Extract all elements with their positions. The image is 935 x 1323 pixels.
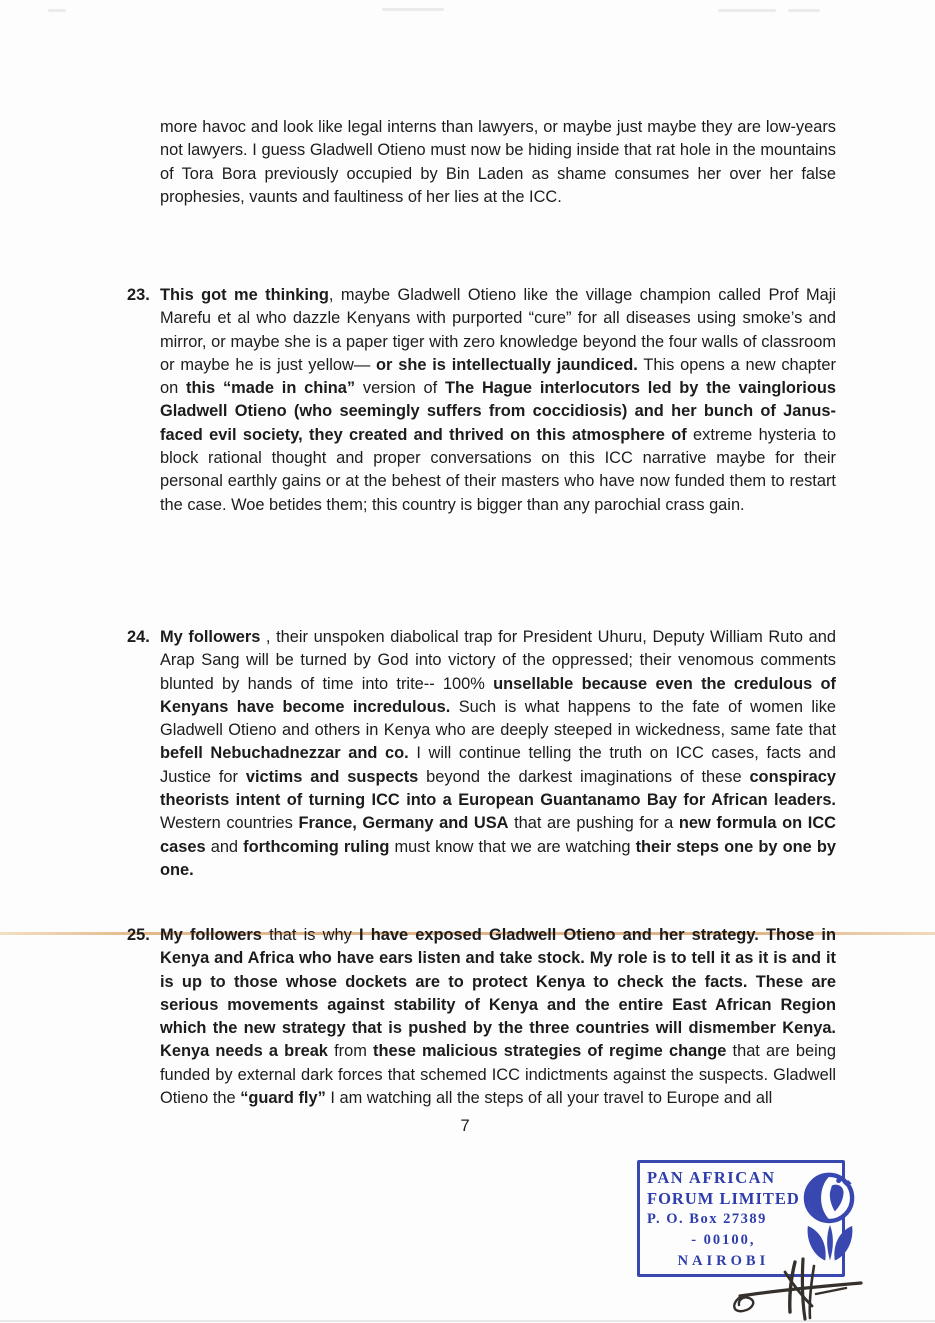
- signature: [728, 1256, 873, 1322]
- paragraph-25: [127, 924, 836, 1110]
- paragraph-number: 23.: [127, 286, 150, 304]
- paragraph-24: [127, 626, 836, 882]
- scan-smudge: [788, 9, 820, 12]
- paragraph-number: 24.: [127, 628, 150, 646]
- stamp-line-postcode: - 00100,: [691, 1232, 756, 1248]
- scan-smudge: [382, 8, 444, 11]
- stamp-line-city: NAIROBI: [677, 1253, 770, 1269]
- page-number: 7: [460, 1117, 470, 1135]
- stamp-line-org-1: PAN AFRICAN: [647, 1168, 776, 1187]
- scan-smudge: [718, 9, 776, 12]
- paragraph-text: This got me thinking, maybe Gladwell Otieno like the village champion called Prof Maji Marefu et al who dazzle Kenyans with purported “cure” for all diseases using smoke’s and mirror, or maybe she is a paper tiger with zero knowledge beyond the four walls of classroom or maybe he is just yellow— or she is intellectually jaundiced. This opens a new chapter on this “made in china” version of The Hague interlocutors led by the vainglorious Gladwell Otieno (who seemingly suffers from coccidiosis) and her bunch of Janus-faced evil society, they created and thrived on this atmosphere of extreme hysteria to block rational thought and proper conversations on this ICC narrative maybe for their personal earthly gains or at the behest of their masters who have now funded them to restart the case. Woe betides them; this country is bigger than any parochial crass gain.: [160, 286, 837, 514]
- paragraph-number: 25.: [127, 926, 150, 944]
- paragraph-text: My followers that is why I have exposed Gladwell Otieno and her strategy. Those in Kenya and Africa who have ears listen and take stock. My role is to tell it as it is and it is up to those whose dockets are to protect Kenya to check the facts. These are serious movements against stability of Kenya and the entire East African Region which the new strategy that is pushed by the three countries will dismember Kenya. Kenya needs a break from these malicious strategies of regime change that are being funded by external dark forces that schemed ICC indictments against the suspects. Gladwell Otieno the “guard fly” I am watching all the steps of all your travel to Europe and all: [160, 926, 836, 1108]
- paragraph-text: My followers , their unspoken diabolical trap for President Uhuru, Deputy William Ruto and Arap Sang will be turned by God into victory of the oppressed; their venomous comments blunted by hands of time into trite-- 100% unsellable because even the credulous of Kenyans have become incredulous. Such is what happens to the fate of women like Gladwell Otieno and others in Kenya who are deeply steeped in wickedness, same fate that befell Nebuchadnezzar and co. I will continue telling the truth on ICC cases, facts and Justice for victims and suspects beyond the darkest imaginations of these conspiracy theorists intent of turning ICC into a European Guantanamo Bay for African leaders. Western countries France, Germany and USA that are pushing for a new formula on ICC cases and forthcoming ruling must know that we are watching their steps one by one by one.: [160, 628, 836, 879]
- stamp-line-pobox: P. O. Box 27389: [647, 1211, 767, 1227]
- scan-smudge: [48, 9, 66, 12]
- stamp-line-org-2: FORUM LIMITED: [647, 1189, 800, 1208]
- intro-paragraph: more havoc and look like legal interns than lawyers, or maybe just maybe they are low-years not lawyers. I guess Gladwell Otieno must now be hiding inside that rat hole in the mountains of Tora Bora previously occupied by Bin Laden as shame consumes her over her false prophesies, vaunts and faultiness of her lies at the ICC.: [160, 118, 836, 206]
- paragraph-23: [127, 284, 836, 517]
